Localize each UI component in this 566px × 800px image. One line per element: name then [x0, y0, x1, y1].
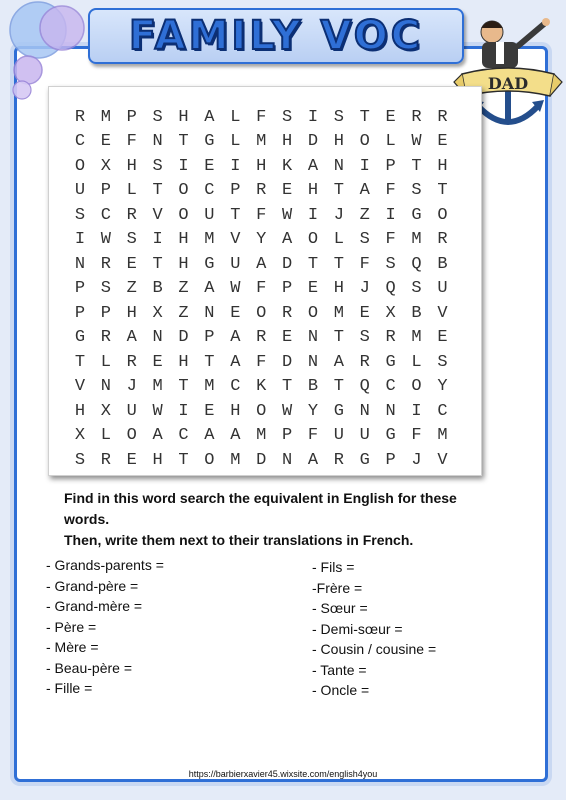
grid-letter: V: [152, 205, 163, 225]
grid-letter: G: [385, 426, 396, 446]
grid-letter: S: [281, 107, 293, 127]
grid-letter: A: [230, 328, 241, 348]
grid-letter: N: [281, 450, 293, 470]
grid-letter: E: [437, 328, 448, 348]
footer-url: https://barbierxavier45.wixsite.com/english4you: [188, 769, 378, 779]
grid-letter: E: [281, 181, 293, 201]
grid-letter: I: [178, 401, 189, 421]
vocab-item: - Père =: [46, 618, 97, 635]
grid-letter: T: [178, 132, 189, 152]
grid-letter: D: [256, 450, 267, 470]
grid-letter: G: [204, 132, 215, 152]
grid-letter: E: [100, 132, 111, 152]
page-title: FAMILY VOC: [128, 13, 424, 59]
grid-letter: S: [437, 352, 448, 372]
grid-letter: O: [307, 303, 319, 323]
grid-letter: P: [230, 181, 241, 201]
grid-letter: J: [333, 205, 344, 225]
grid-letter: O: [204, 450, 215, 470]
grid-letter: R: [126, 205, 137, 225]
grid-letter: V: [437, 303, 448, 323]
grid-letter: S: [359, 230, 370, 250]
grid-letter: P: [385, 156, 396, 176]
grid-letter: I: [230, 156, 241, 176]
grid-letter: O: [74, 156, 86, 176]
grid-letter: G: [74, 328, 86, 348]
grid-letter: T: [333, 377, 344, 397]
grid-letter: Y: [307, 401, 319, 421]
grid-letter: A: [281, 230, 293, 250]
grid-letter: L: [333, 230, 344, 250]
grid-letter: E: [359, 303, 370, 323]
grid-letter: R: [100, 254, 111, 274]
grid-letter: H: [126, 156, 137, 176]
grid-letter: E: [126, 450, 137, 470]
grid-letter: D: [307, 132, 319, 152]
grid-letter: B: [152, 279, 163, 299]
grid-letter: Z: [178, 279, 189, 299]
grid-letter: F: [126, 132, 137, 152]
grid-letter: T: [333, 254, 344, 274]
grid-letter: U: [74, 181, 86, 201]
vocab-item: - Oncle =: [312, 682, 370, 698]
vocab-item: - Tante =: [312, 661, 367, 678]
grid-letter: C: [178, 426, 189, 446]
grid-letter: O: [437, 205, 448, 225]
grid-letter: I: [307, 205, 319, 225]
grid-letter: J: [126, 377, 137, 397]
grid-letter: L: [100, 352, 111, 372]
vocab-item: - Cousin / cousine =: [312, 641, 437, 657]
grid-letter: H: [126, 303, 137, 323]
grid-letter: F: [385, 181, 396, 201]
grid-letter: E: [385, 107, 396, 127]
grid-letter: O: [256, 303, 267, 323]
grid-letter: U: [126, 401, 137, 421]
grid-letter: S: [411, 181, 422, 201]
grid-letter: N: [359, 401, 370, 421]
grid-letter: M: [256, 132, 267, 152]
grid-letter: G: [411, 205, 422, 225]
grid-letter: E: [126, 254, 137, 274]
grid-letter: H: [178, 254, 189, 274]
grid-letter: X: [152, 303, 163, 323]
grid-letter: R: [411, 107, 422, 127]
grid-letter: I: [359, 156, 370, 176]
grid-letter: L: [100, 426, 111, 446]
grid-letter: Q: [385, 279, 396, 299]
grid-letter: W: [411, 132, 422, 152]
grid-letter: R: [281, 303, 293, 323]
grid-letter: O: [359, 132, 370, 152]
grid-letter: Z: [359, 205, 370, 225]
grid-letter: H: [307, 181, 319, 201]
grid-letter: R: [385, 328, 396, 348]
grid-letter: W: [230, 279, 241, 299]
vocab-item: - Demi-sœur =: [312, 620, 403, 637]
grid-letter: D: [281, 352, 293, 372]
grid-letter: U: [359, 426, 370, 446]
grid-letter: S: [74, 450, 86, 470]
grid-letter: R: [333, 450, 344, 470]
grid-letter: V: [74, 377, 86, 397]
grid-letter: R: [437, 230, 448, 250]
grid-letter: X: [74, 426, 86, 446]
grid-letter: C: [385, 377, 396, 397]
grid-letter: D: [178, 328, 189, 348]
grid-letter: R: [126, 352, 137, 372]
grid-letter: H: [281, 132, 293, 152]
grid-letter: S: [126, 230, 137, 250]
grid-letter: U: [230, 254, 241, 274]
vocab-item: - Fils =: [312, 559, 355, 575]
grid-letter: C: [204, 181, 215, 201]
vocab-item: -Frère =: [312, 579, 363, 596]
grid-letter: G: [385, 352, 396, 372]
grid-letter: F: [307, 426, 319, 446]
grid-letter: S: [152, 156, 163, 176]
grid-letter: C: [74, 132, 86, 152]
grid-letter: L: [126, 181, 137, 201]
grid-letter: F: [256, 205, 267, 225]
grid-letter: X: [100, 156, 111, 176]
grid-letter: A: [126, 328, 137, 348]
grid-letter: A: [204, 279, 215, 299]
grid-letter: S: [152, 107, 163, 127]
grid-letter: A: [230, 426, 241, 446]
grid-letter: F: [385, 230, 396, 250]
grid-letter: P: [100, 181, 111, 201]
grid-letter: X: [100, 401, 111, 421]
grid-letter: N: [307, 352, 319, 372]
grid-letter: N: [152, 132, 163, 152]
grid-letter: M: [256, 426, 267, 446]
grid-letter: A: [256, 254, 267, 274]
grid-letter: T: [333, 181, 344, 201]
grid-letter: L: [230, 132, 241, 152]
grid-letter: Z: [178, 303, 189, 323]
vocab-item: - Beau-père =: [46, 659, 132, 676]
grid-letter: T: [230, 205, 241, 225]
grid-letter: N: [100, 377, 111, 397]
grid-letter: E: [437, 132, 448, 152]
grid-letter: M: [204, 377, 215, 397]
grid-letter: F: [256, 352, 267, 372]
grid-letter: S: [385, 254, 396, 274]
grid-letter: Y: [256, 230, 267, 250]
grid-letter: S: [411, 279, 422, 299]
grid-letter: L: [230, 107, 241, 127]
grid-letter: R: [100, 328, 111, 348]
grid-letter: N: [152, 328, 163, 348]
instruction-line-1: Find in this word search the equivalent in English for these words.: [64, 490, 457, 527]
grid-letter: T: [333, 328, 344, 348]
grid-letter: N: [333, 156, 344, 176]
grid-letter: Q: [411, 254, 422, 274]
grid-letter: J: [359, 279, 370, 299]
vocab-item: - Sœur =: [312, 600, 368, 616]
vocab-item: - Grands-parents =: [46, 557, 164, 573]
grid-letter: C: [230, 377, 241, 397]
grid-letter: E: [152, 352, 163, 372]
grid-letter: R: [100, 450, 111, 470]
grid-letter: V: [437, 450, 448, 470]
grid-letter: B: [307, 377, 319, 397]
grid-letter: B: [411, 303, 422, 323]
grid-letter: N: [385, 401, 396, 421]
grid-letter: I: [385, 205, 396, 225]
grid-letter: Z: [126, 279, 137, 299]
grid-letter: S: [74, 205, 86, 225]
grid-letter: T: [281, 377, 293, 397]
grid-letter: T: [178, 450, 189, 470]
grid-letter: H: [230, 401, 241, 421]
grid-letter: R: [437, 107, 448, 127]
grid-letter: F: [256, 107, 267, 127]
grid-letter: R: [74, 107, 86, 127]
grid-letter: H: [256, 156, 267, 176]
grid-letter: H: [437, 156, 448, 176]
grid-letter: G: [359, 450, 370, 470]
grid-letter: T: [411, 156, 422, 176]
grid-letter: B: [437, 254, 448, 274]
grid-letter: L: [411, 352, 422, 372]
grid-letter: P: [204, 328, 215, 348]
grid-letter: H: [178, 352, 189, 372]
grid-letter: M: [204, 230, 215, 250]
grid-letter: X: [385, 303, 396, 323]
grid-letter: A: [333, 352, 344, 372]
grid-letter: R: [256, 328, 267, 348]
grid-letter: H: [178, 230, 189, 250]
grid-letter: E: [204, 156, 215, 176]
grid-letter: E: [281, 328, 293, 348]
grid-letter: Y: [437, 377, 448, 397]
grid-letter: E: [230, 303, 241, 323]
vocab-item: - Fille =: [46, 680, 93, 696]
grid-letter: M: [100, 107, 111, 127]
grid-letter: K: [256, 377, 267, 397]
instruction-line-2: Then, write them next to their translations in French.: [64, 532, 414, 548]
grid-letter: O: [178, 205, 189, 225]
grid-letter: Q: [359, 377, 370, 397]
grid-letter: A: [307, 450, 319, 470]
grid-letter: O: [256, 401, 267, 421]
grid-letter: U: [333, 426, 344, 446]
grid-letter: A: [230, 352, 241, 372]
instructions: [64, 488, 504, 551]
grid-letter: P: [281, 426, 293, 446]
grid-letter: A: [359, 181, 370, 201]
grid-letter: T: [359, 107, 370, 127]
grid-letter: G: [204, 254, 215, 274]
grid-letter: L: [385, 132, 396, 152]
grid-letter: P: [126, 107, 137, 127]
title-banner: [88, 8, 464, 64]
grid-letter: E: [307, 279, 319, 299]
grid-letter: H: [152, 450, 163, 470]
grid-letter: S: [333, 107, 344, 127]
vocab-item: - Mère =: [46, 639, 99, 655]
grid-letter: P: [74, 303, 86, 323]
vocab-item: - Grand-mère =: [46, 598, 143, 614]
french-words-right: [312, 557, 436, 701]
grid-letter: J: [411, 450, 422, 470]
word-search-box: [48, 86, 482, 476]
grid-letter: M: [411, 230, 422, 250]
grid-letter: W: [152, 401, 163, 421]
grid-letter: R: [256, 181, 267, 201]
grid-letter: H: [178, 107, 189, 127]
grid-letter: E: [204, 401, 215, 421]
grid-letter: A: [204, 107, 215, 127]
grid-letter: N: [74, 254, 86, 274]
grid-letter: K: [281, 156, 293, 176]
grid-letter: P: [281, 279, 293, 299]
grid-letter: P: [74, 279, 86, 299]
grid-letter: O: [307, 230, 319, 250]
grid-letter: M: [437, 426, 448, 446]
dad-badge-text: DAD: [487, 74, 529, 93]
grid-letter: T: [178, 377, 189, 397]
grid-letter: P: [100, 303, 111, 323]
grid-letter: W: [281, 401, 293, 421]
grid-letter: I: [411, 401, 422, 421]
grid-letter: F: [256, 279, 267, 299]
grid-letter: O: [411, 377, 422, 397]
grid-letter: T: [152, 254, 163, 274]
grid-letter: O: [178, 181, 189, 201]
grid-letter: S: [359, 328, 370, 348]
word-search-grid: [67, 105, 455, 473]
grid-letter: N: [307, 328, 319, 348]
grid-letter: A: [152, 426, 163, 446]
grid-letter: H: [74, 401, 86, 421]
grid-letter: U: [204, 205, 215, 225]
grid-letter: M: [411, 328, 422, 348]
grid-letter: W: [281, 205, 293, 225]
grid-letter: A: [307, 156, 319, 176]
grid-letter: T: [307, 254, 319, 274]
grid-letter: U: [437, 279, 448, 299]
grid-letter: F: [411, 426, 422, 446]
grid-letter: I: [307, 107, 319, 127]
grid-letter: H: [333, 132, 344, 152]
vocab-item: - Grand-père =: [46, 577, 139, 594]
grid-letter: I: [152, 230, 163, 250]
grid-letter: T: [437, 181, 448, 201]
grid-letter: H: [333, 279, 344, 299]
grid-letter: T: [152, 181, 163, 201]
grid-letter: T: [74, 352, 86, 372]
french-words-left: [46, 555, 164, 699]
grid-letter: G: [333, 401, 344, 421]
grid-letter: I: [178, 156, 189, 176]
grid-letter: R: [359, 352, 370, 372]
grid-letter: W: [100, 230, 111, 250]
grid-letter: D: [281, 254, 293, 274]
grid-letter: P: [385, 450, 396, 470]
grid-letter: F: [359, 254, 370, 274]
grid-letter: M: [230, 450, 241, 470]
grid-letter: O: [126, 426, 137, 446]
grid-letter: T: [204, 352, 215, 372]
grid-letter: C: [100, 205, 111, 225]
grid-letter: V: [230, 230, 241, 250]
grid-letter: M: [152, 377, 163, 397]
grid-letter: M: [333, 303, 344, 323]
grid-letter: N: [204, 303, 215, 323]
grid-letter: A: [204, 426, 215, 446]
grid-letter: I: [74, 230, 86, 250]
grid-letter: S: [100, 279, 111, 299]
grid-letter: C: [437, 401, 448, 421]
